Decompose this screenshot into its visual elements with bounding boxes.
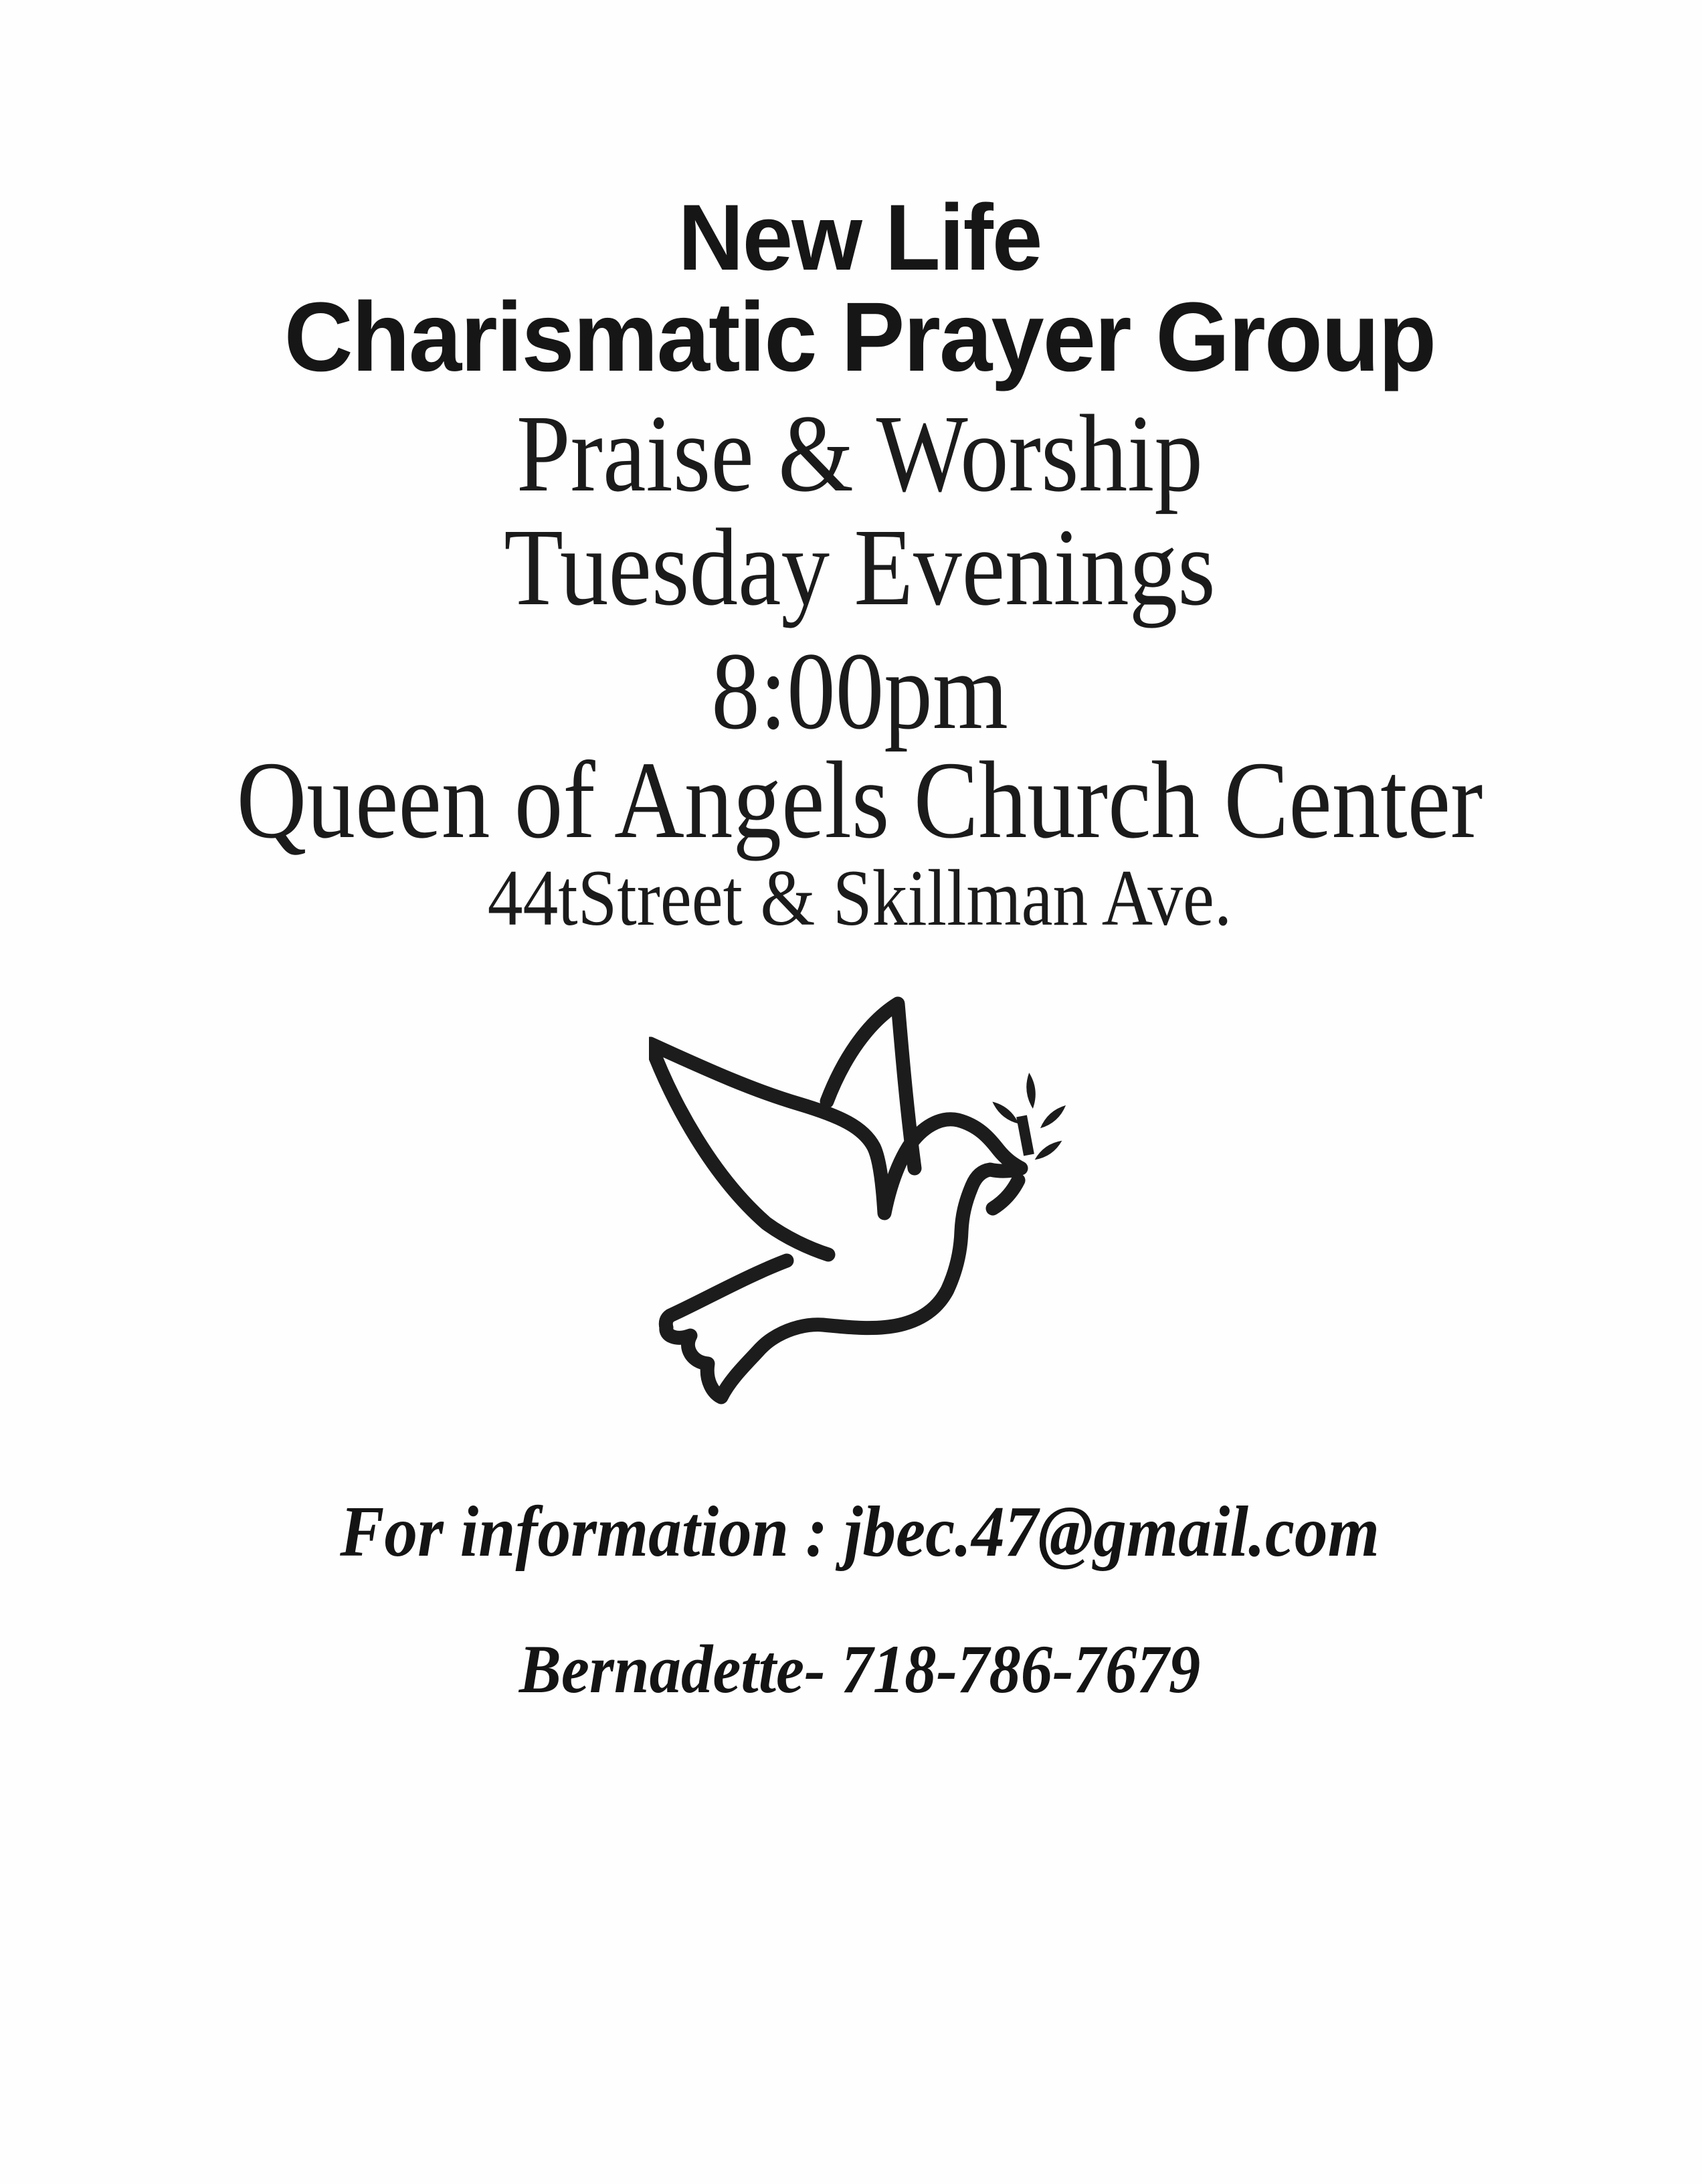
schedule-day-line: Tuesday Evenings xyxy=(504,506,1216,628)
olive-branch-stem xyxy=(1022,1116,1029,1155)
venue-line: Queen of Angels Church Center xyxy=(236,739,1483,861)
dove-with-olive-branch-icon xyxy=(649,996,1077,1424)
schedule-time-line: 8:00pm xyxy=(711,630,1008,752)
event-type-line: Praise & Worship xyxy=(516,392,1204,515)
olive-leaf xyxy=(1032,1138,1064,1163)
contact-phone-line: Bernadette- 718-786-7679 xyxy=(518,1631,1201,1708)
olive-leaf xyxy=(989,1099,1021,1127)
flyer-title-line-2: Charismatic Prayer Group xyxy=(284,282,1436,392)
contact-email-line: For information : jbec.47@gmail.com xyxy=(340,1492,1380,1572)
olive-leaf xyxy=(1038,1102,1068,1131)
address-line: 44tStreet & Skillman Ave. xyxy=(487,853,1232,942)
olive-leaf xyxy=(1025,1072,1038,1109)
flyer-title-line-1: New Life xyxy=(678,185,1042,290)
olive-branch-lower-stroke xyxy=(993,1180,1018,1208)
